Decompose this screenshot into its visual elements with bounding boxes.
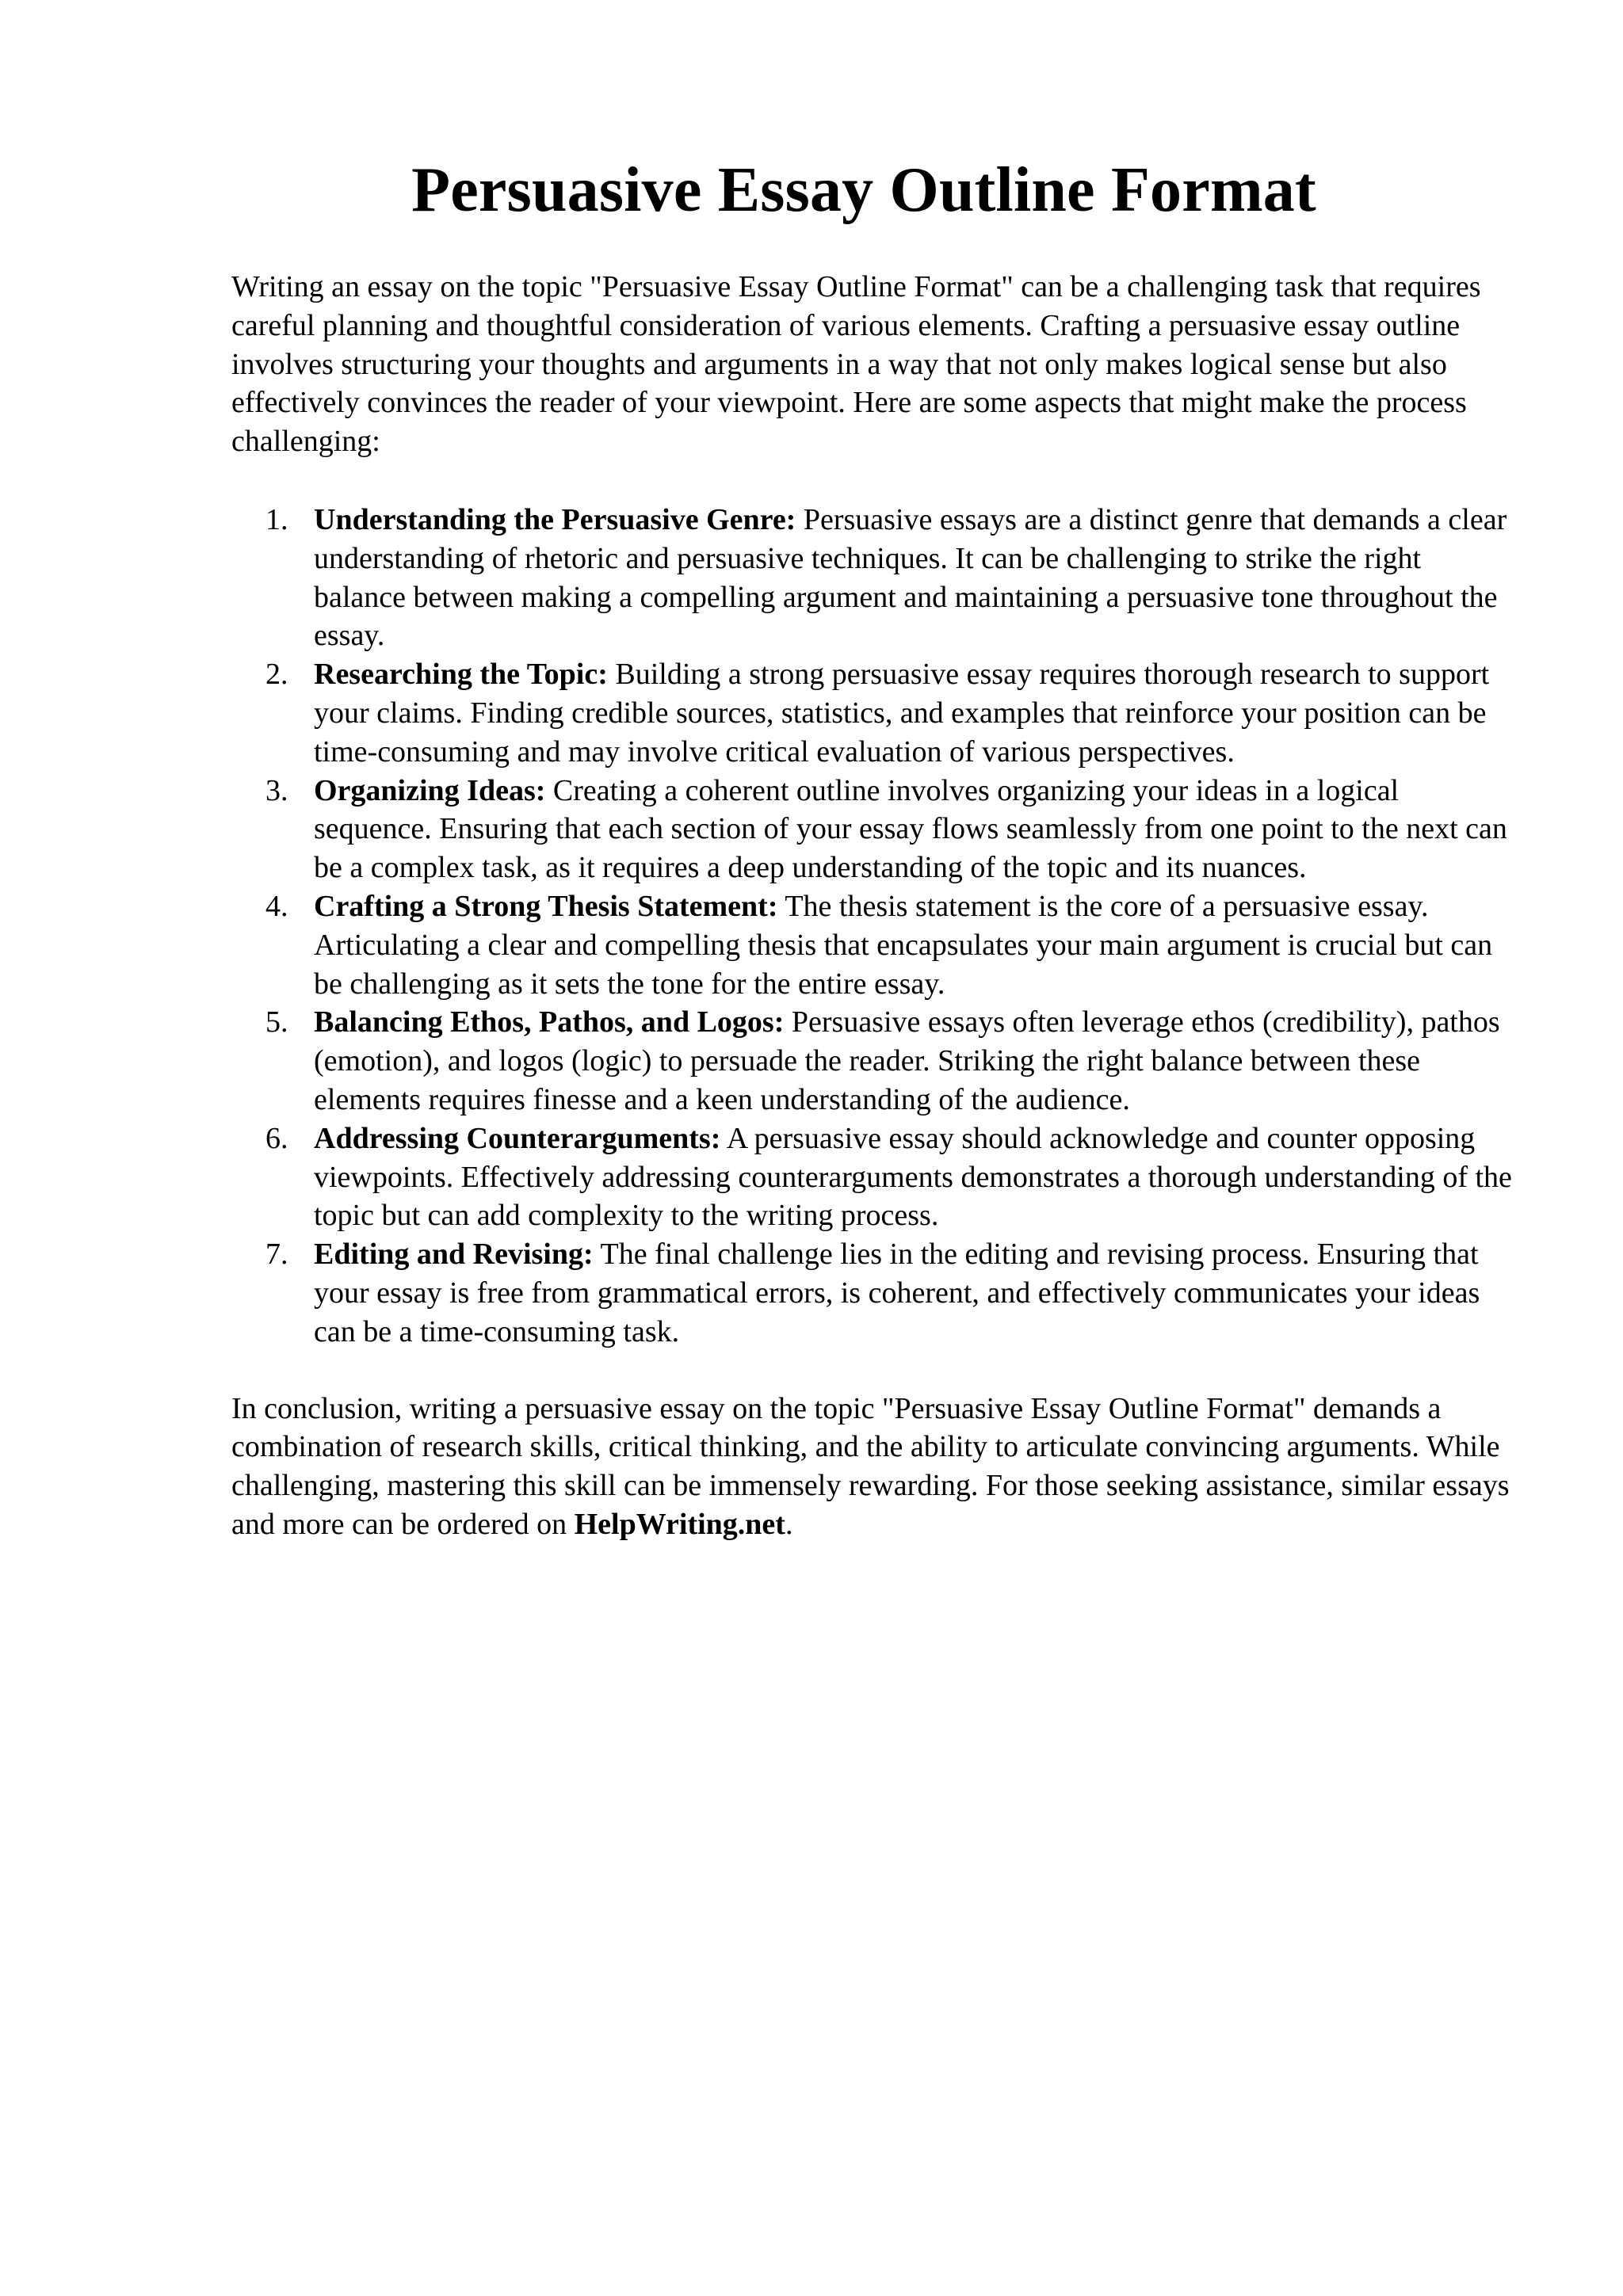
challenge-item-7 (231, 1235, 1515, 1351)
challenge-item-6 (231, 1119, 1515, 1235)
challenge-heading: Researching the Topic: (314, 658, 608, 692)
challenge-number: 1. (265, 502, 288, 536)
conclusion-text: In conclusion, writing a persuasive essay on the topic "Persuasive Essay Outline Format" demands a combination of research skills, critical thinking, and the ability to articulate convincing arguments. While challenging, mastering this skill can be immensely rewarding. For those seeking assistance, similar essays and more can be ordered on (231, 1391, 1510, 1541)
challenge-item-2 (231, 655, 1515, 771)
conclusion-period: . (785, 1507, 793, 1541)
challenge-number: 2. (265, 658, 288, 692)
challenges-list (231, 501, 1515, 1352)
challenge-item-3 (231, 772, 1515, 887)
document-body (231, 268, 1515, 1544)
intro-paragraph: Writing an essay on the topic "Persuasive Essay Outline Format" can be a challenging task that requires careful planning and thoughtful consideration of various elements. Crafting a persuasive essay outline involves structuring your thoughts and arguments in a way that not only makes logical sense but also effectively convinces the reader of your viewpoint. Here are some aspects that might make the process challenging: (231, 270, 1481, 459)
challenge-item-1 (231, 501, 1515, 655)
challenge-heading: Understanding the Persuasive Genre: (314, 502, 796, 536)
challenge-text: Persuasive essays are a distinct genre that demands a clear understanding of rhetoric and persuasive techniques. It can be challenging to strike the right balance between making a compelling argument and maintaining a persuasive tone throughout the essay. (314, 502, 1507, 653)
challenge-heading: Organizing Ideas: (314, 773, 546, 807)
challenge-number: 5. (265, 1005, 288, 1039)
challenge-text: A persuasive essay should acknowledge and counter opposing viewpoints. Effectively addressing counterarguments demonstrates a thorough understanding of the topic but can add complexity to the writing process. (314, 1121, 1512, 1233)
challenge-text: Building a strong persuasive essay requires thorough research to support your claims. Finding credible sources, statistics, and examples that reinforce your position can be time-consuming and may involve critical evaluation of various perspectives. (314, 658, 1490, 769)
challenge-text: Creating a coherent outline involves organizing your ideas in a logical sequence. Ensuring that each section of your essay flows seamlessly from one point to the next can be a complex task, as it requires a deep understanding of the topic and its nuances. (314, 773, 1507, 885)
challenge-number: 6. (265, 1121, 288, 1155)
challenge-number: 7. (265, 1238, 288, 1272)
challenge-number: 3. (265, 773, 288, 807)
challenge-text: The final challenge lies in the editing and revising process. Ensuring that your essay is free from grammatical errors, is coherent, and effectively communicates your ideas can be a time-consuming task. (314, 1238, 1480, 1348)
helpwriting-brand: HelpWriting.net (574, 1507, 785, 1541)
challenge-item-5 (231, 1003, 1515, 1119)
challenge-heading: Addressing Counterarguments: (314, 1121, 721, 1155)
challenge-heading: Editing and Revising: (314, 1238, 594, 1272)
challenge-heading: Crafting a Strong Thesis Statement: (314, 889, 778, 923)
challenge-heading: Balancing Ethos, Pathos, and Logos: (314, 1005, 785, 1039)
page-title: Persuasive Essay Outline Format (411, 155, 1316, 225)
challenge-item-4 (231, 887, 1515, 1003)
challenge-text: The thesis statement is the core of a persuasive essay. Articulating a clear and compelling thesis that encapsulates your main argument is crucial but can be challenging as it sets the tone for the entire essay. (314, 889, 1493, 1001)
challenge-text: Persuasive essays often leverage ethos (credibility), pathos (emotion), and logos (logic) to persuade the reader. Striking the right balance between these elements requires finesse and a keen understanding of the audience. (314, 1005, 1500, 1116)
conclusion-paragraph (231, 1390, 1515, 1544)
challenge-number: 4. (265, 889, 288, 923)
